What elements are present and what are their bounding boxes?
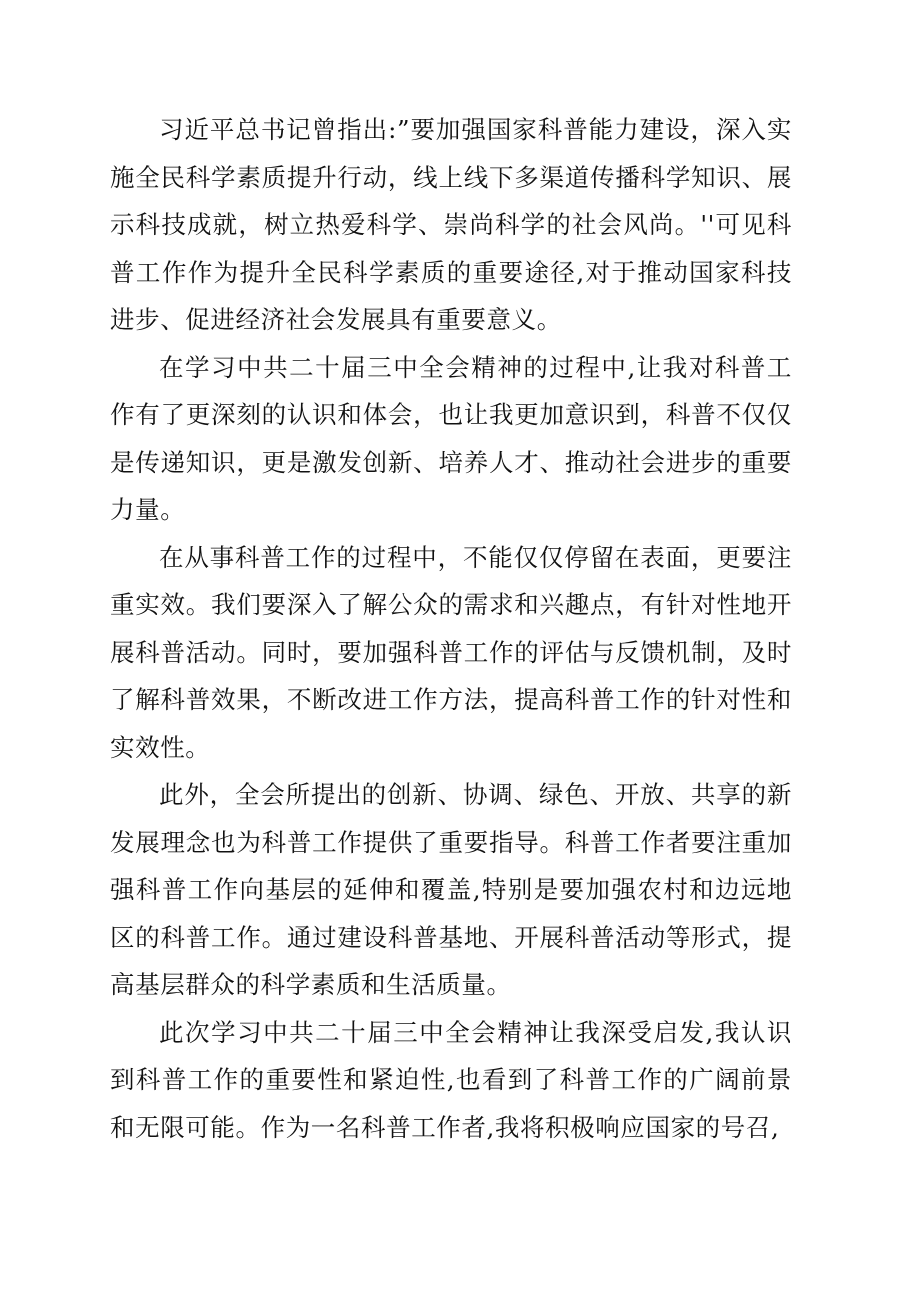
paragraph-5: 此次学习中共二十届三中全会精神让我深受启发,我认识到科普工作的重要性和紧迫性,也看到了科普工作的广阔前景和无限可能。作为一名科普工作者,我将积极响应国家的号召,	[110, 1017, 792, 1142]
paragraph-4: 此外，全会所提出的创新、协调、绿色、开放、共享的新发展理念也为科普工作提供了重要指导。科普工作者要注重加强科普工作向基层的延伸和覆盖,特别是要加强农村和边远地区的科普工作。通过建设科普基地、开展科普活动等形式，提高基层群众的科学素质和生活质量。	[110, 780, 792, 999]
paragraph-3: 在从事科普工作的过程中，不能仅仅停留在表面，更要注重实效。我们要深入了解公众的需求和兴趣点，有针对性地开展科普活动。同时，要加强科普工作的评估与反馈机制，及时了解科普效果，不断改进工作方法，提高科普工作的针对性和实效性。	[110, 542, 792, 762]
document-body	[110, 106, 792, 1151]
paragraph-1: 习近平总书记曾指出:”要加强国家科普能力建设，深入实施全民科学素质提升行动，线上线下多渠道传播科学知识、展示科技成就，树立热爱科学、崇尚科学的社会风尚。''可见科普工作作为提升全民科学素质的重要途径,对于推动国家科技进步、促进经济社会发展具有重要意义。	[110, 115, 792, 334]
paragraph-2: 在学习中共二十届三中全会精神的过程中,让我对科普工作有了更深刻的认识和体会，也让我更加意识到，科普不仅仅是传递知识，更是激发创新、培养人才、推动社会进步的重要力量。	[110, 352, 792, 524]
